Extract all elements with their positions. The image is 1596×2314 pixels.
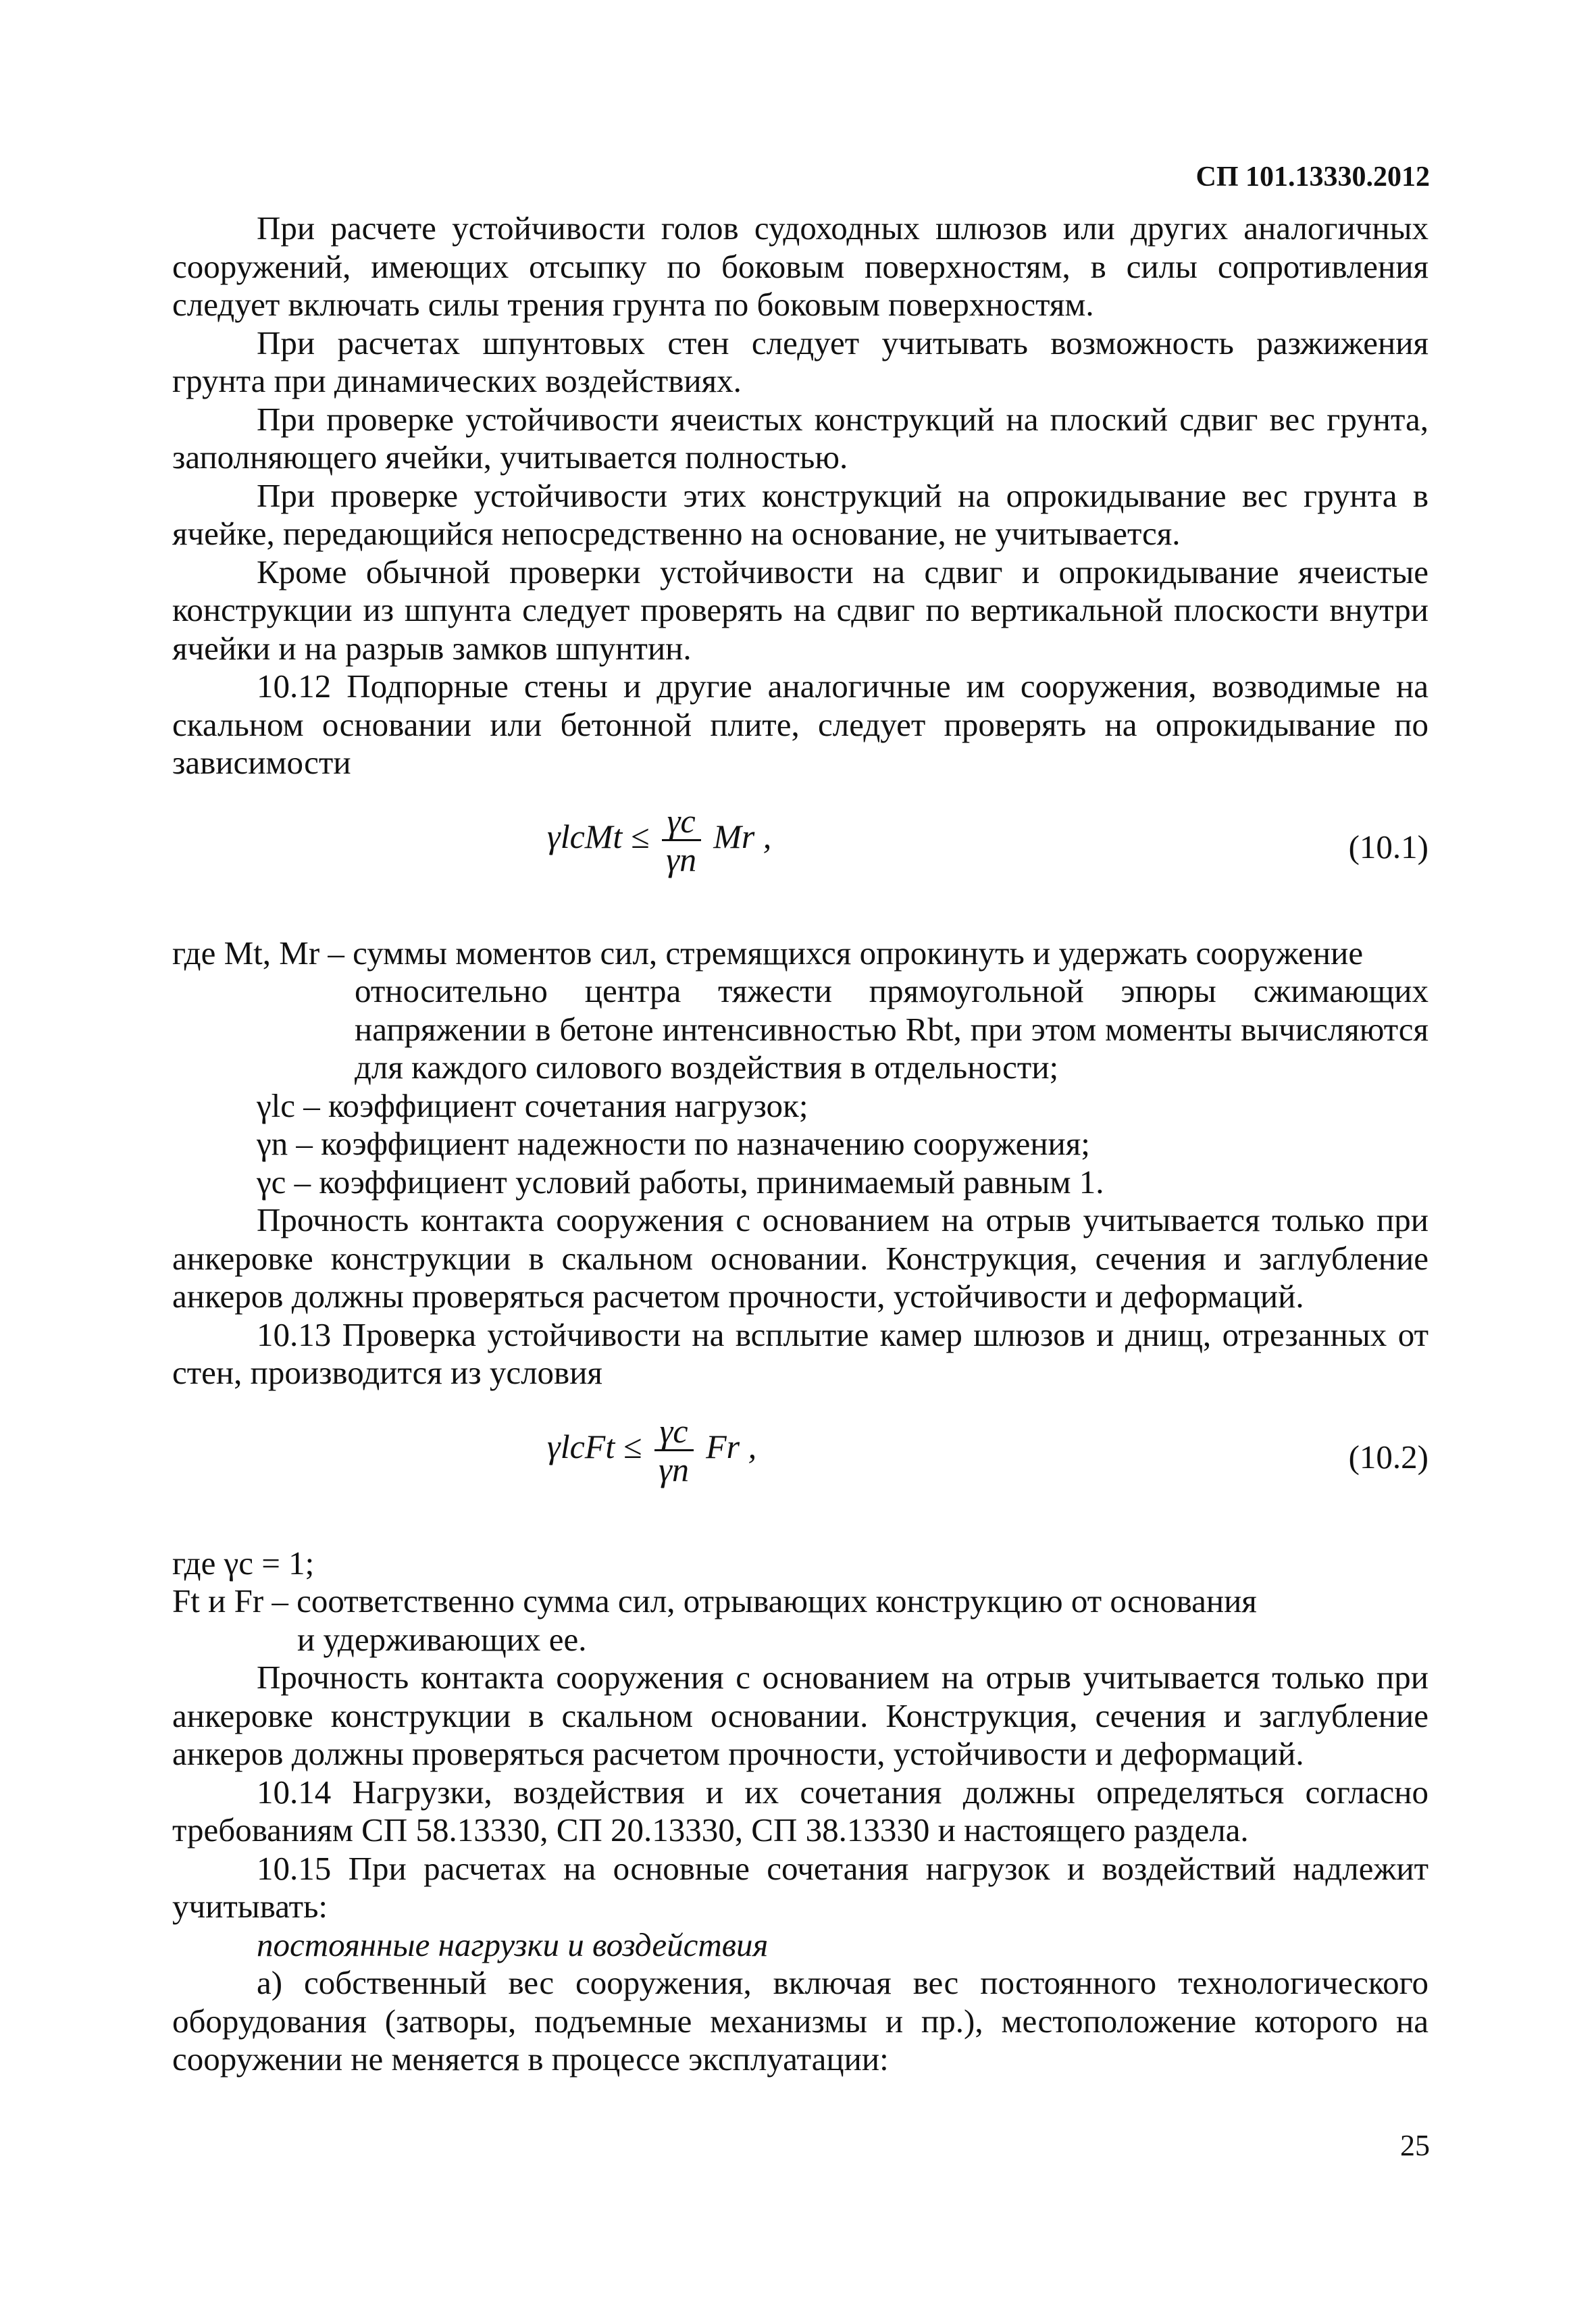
formula-expression bbox=[547, 803, 771, 878]
where-line: где γc = 1; bbox=[172, 1544, 315, 1582]
definition-line: γlc – коэффициент сочетания нагрузок; bbox=[257, 1086, 808, 1124]
where-lead: где Mt, Mr – суммы моментов сил, стремящихся опрокинуть и удержать сооружение bbox=[172, 934, 1364, 972]
fraction bbox=[662, 803, 701, 878]
paragraph: При проверке устойчивости этих конструкций на опрокидывание вес грунта в ячейке, передающийся непосредственно на основание, не учитывается. bbox=[172, 476, 1428, 552]
paragraph: Прочность контакта сооружения с основанием на отрыв учитывается только при анкеровке конструкции в скальном основании. Конструкция, сечения и заглубление анкеров должны проверяться расчетом прочности, устойчивости и деформаций. bbox=[172, 1201, 1428, 1315]
formula-rhs: Fr , bbox=[706, 1427, 757, 1465]
paragraph: 10.15 При расчетах на основные сочетания нагрузок и воздействий надлежит учитывать: bbox=[172, 1849, 1428, 1925]
document-code-header: СП 101.13330.2012 bbox=[1195, 161, 1430, 193]
where-continuation: относительно центра тяжести прямоугольной эпюры сжимающих напряжении в бетоне интенсивностью Rbt, при этом моменты вычисляются для каждого силового воздействия в отдельности; bbox=[355, 972, 1428, 1086]
fraction bbox=[654, 1413, 694, 1488]
formula-rhs: Mr , bbox=[713, 817, 772, 855]
paragraph: 10.14 Нагрузки, воздействия и их сочетания должны определяться согласно требованиям СП 58.13330, СП 20.13330, СП 38.13330 и настоящего раздела. bbox=[172, 1773, 1428, 1848]
page-content bbox=[172, 209, 1428, 2079]
paragraph: При проверке устойчивости ячеистых конструкций на плоский сдвиг вес грунта, заполняющего ячейки, учитывается полностью. bbox=[172, 400, 1428, 476]
formula-10-2 bbox=[172, 1413, 1428, 1531]
equation-number: (10.2) bbox=[1348, 1438, 1428, 1476]
fraction-denominator: γn bbox=[666, 840, 697, 878]
fraction-denominator: γn bbox=[659, 1450, 689, 1488]
formula-10-1 bbox=[172, 803, 1428, 921]
formula-lhs: γlcFt ≤ bbox=[547, 1427, 642, 1465]
paragraph: Кроме обычной проверки устойчивости на сдвиг и опрокидывание ячеистые конструкции из шпунта следует проверять на сдвиг по вертикальной плоскости внутри ячейки и на разрыв замков шпунтин. bbox=[172, 553, 1428, 667]
fraction-numerator: γc bbox=[654, 1413, 694, 1451]
where-block-2 bbox=[172, 1544, 1428, 1659]
equation-number: (10.1) bbox=[1348, 828, 1428, 865]
where-block-1 bbox=[172, 934, 1428, 1202]
formula-expression bbox=[547, 1413, 756, 1488]
paragraph: а) собственный вес сооружения, включая вес постоянного технологического оборудования (затворы, подъемные механизмы и пр.), местоположение которого на сооружении не меняется в процессе эксплуатации: bbox=[172, 1964, 1428, 2078]
paragraph: Прочность контакта сооружения с основанием на отрыв учитывается только при анкеровке конструкции в скальном основании. Конструкция, сечения и заглубление анкеров должны проверяться расчетом прочности, устойчивости и деформаций. bbox=[172, 1659, 1428, 1772]
page-number: 25 bbox=[1400, 2129, 1430, 2162]
definition-line: γc – коэффициент условий работы, принимаемый равным 1. bbox=[257, 1163, 1104, 1201]
paragraph: При расчете устойчивости голов судоходных шлюзов или других аналогичных сооружений, имеющих отсыпку по боковым поверхностям, в силы сопротивления следует включать силы трения грунта по боковым поверхностям. bbox=[172, 209, 1428, 323]
paragraph: При расчетах шпунтовых стен следует учитывать возможность разжижения грунта при динамических воздействиях. bbox=[172, 324, 1428, 399]
fraction-numerator: γc bbox=[662, 803, 701, 841]
definition-line: γn – коэффициент надежности по назначению сооружения; bbox=[257, 1125, 1090, 1162]
paragraph: 10.13 Проверка устойчивости на всплытие камер шлюзов и днищ, отрезанных от стен, производится из условия bbox=[172, 1315, 1428, 1391]
paragraph: 10.12 Подпорные стены и другие аналогичные им сооружения, возводимые на скальном основании или бетонной плите, следует проверять на опрокидывание по зависимости bbox=[172, 668, 1428, 781]
where-line: и удерживающих ее. bbox=[297, 1620, 587, 1658]
formula-lhs: γlcMt ≤ bbox=[547, 817, 650, 855]
where-line: Ft и Fr – соответственно сумма сил, отрывающих конструкцию от основания bbox=[172, 1582, 1257, 1619]
italic-subheading: постоянные нагрузки и воздействия bbox=[257, 1926, 769, 1963]
